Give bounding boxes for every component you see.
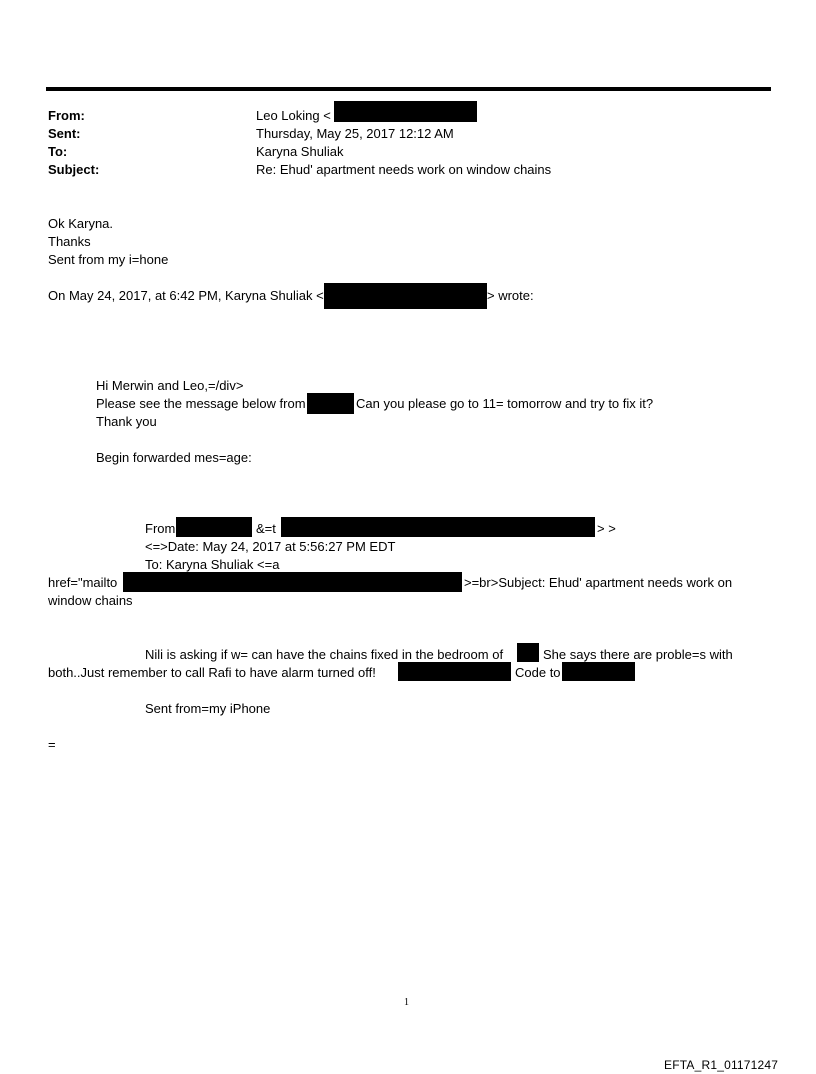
subject-label: Subject: xyxy=(48,162,100,177)
redaction-block xyxy=(334,101,477,122)
header-rule xyxy=(46,87,771,91)
redaction-block xyxy=(176,517,252,537)
redaction-block xyxy=(562,662,635,681)
trailer-mark: = xyxy=(48,737,56,752)
to-value: Karyna Shuliak xyxy=(256,144,344,159)
fwd-date-line: <=>Date: May 24, 2017 at 5:56:27 PM EDT xyxy=(145,539,396,554)
page-number: 1 xyxy=(404,997,409,1008)
reply-signature: Sent from my i=hone xyxy=(48,252,169,267)
fwd-subject-line: >=br>Subject: Ehud' apartment needs work on xyxy=(464,575,733,590)
quote-header-suffix: > wrote: xyxy=(487,288,534,303)
sent-label: Sent: xyxy=(48,126,81,141)
fwd-code-label: Code to xyxy=(515,665,561,680)
forward-line-prefix: Please see the message below from xyxy=(96,396,306,411)
from-value: Leo Loking < xyxy=(256,108,331,123)
to-label: To: xyxy=(48,144,68,159)
fwd-to-line: To: Karyna Shuliak <=a xyxy=(145,557,280,572)
forward-thanks: Thank you xyxy=(96,414,157,429)
reply-line-2: Thanks xyxy=(48,234,91,249)
redaction-block xyxy=(123,572,462,592)
fwd-body-suffix: She says there are proble=s with xyxy=(543,647,733,662)
fwd-body-prefix: Nili is asking if w= can have the chains fixed in the bedroom of xyxy=(145,647,504,662)
quote-header-prefix: On May 24, 2017, at 6:42 PM, Karyna Shuliak < xyxy=(48,288,324,303)
fwd-from-prefix: From xyxy=(145,521,176,536)
from-label: From: xyxy=(48,108,85,123)
begin-forwarded: Begin forwarded mes=age: xyxy=(96,450,252,465)
redaction-block xyxy=(517,643,539,662)
subject-value: Re: Ehud' apartment needs work on window chains xyxy=(256,162,552,177)
fwd-sent-from: Sent from=my iPhone xyxy=(145,701,271,716)
forward-line-suffix: Can you please go to 11= tomorrow and try to fix it? xyxy=(356,396,654,411)
redaction-block xyxy=(281,517,595,537)
fwd-from-suffix: > > xyxy=(597,521,616,536)
sent-value: Thursday, May 25, 2017 12:12 AM xyxy=(256,126,454,141)
fwd-href-prefix: href="mailto xyxy=(48,575,118,590)
fwd-body-line-2: both..Just remember to call Rafi to have alarm turned off! xyxy=(48,665,376,680)
fwd-subject-wrap: window chains xyxy=(48,593,133,608)
forward-greeting: Hi Merwin and Leo,=/div> xyxy=(96,378,244,393)
redaction-block xyxy=(324,283,487,309)
document-id: EFTA_R1_01171247 xyxy=(664,1058,779,1072)
redaction-block xyxy=(307,393,354,414)
fwd-from-mid: &=t xyxy=(256,521,276,536)
redaction-block xyxy=(398,662,511,681)
reply-line-1: Ok Karyna. xyxy=(48,216,114,231)
